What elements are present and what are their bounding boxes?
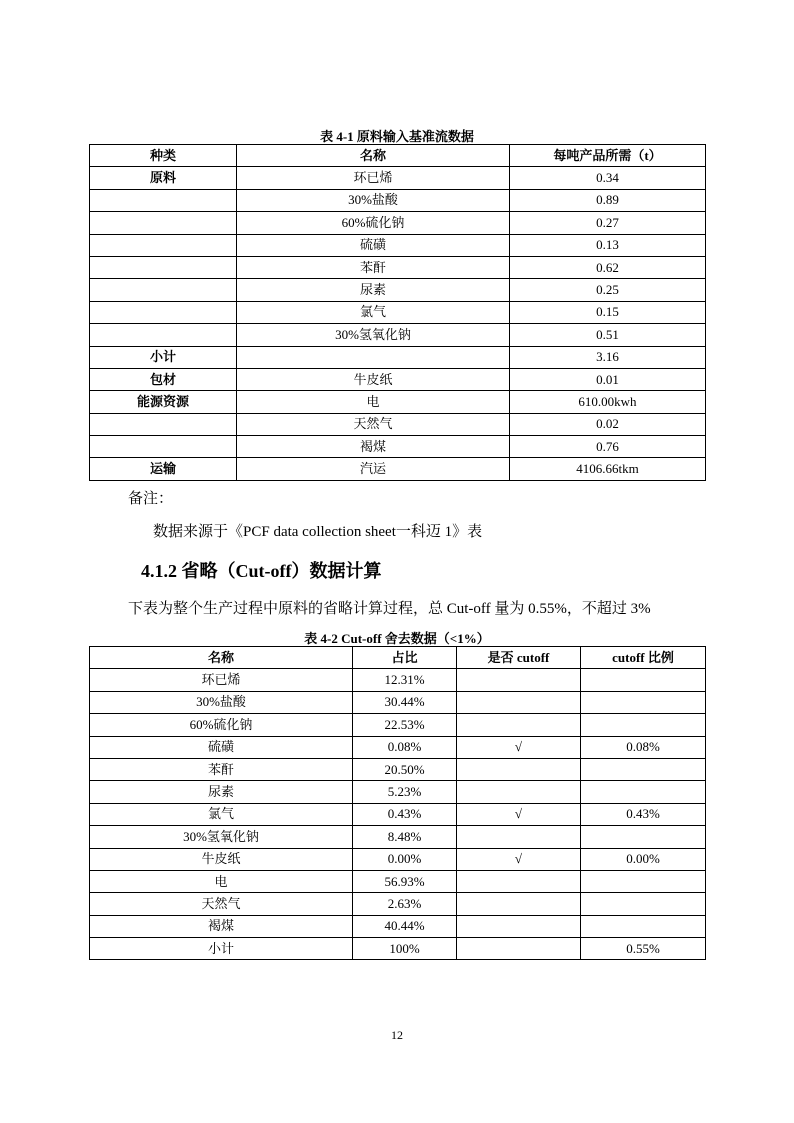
cell-name: 天然气 — [90, 893, 353, 915]
cell-cutoff-ratio — [581, 870, 706, 892]
cell-ratio: 22.53% — [353, 714, 457, 736]
table-row — [90, 458, 706, 480]
table-row — [90, 167, 706, 189]
table-row — [90, 301, 706, 323]
header-is-cutoff: 是否 cutoff — [457, 647, 581, 669]
raw-material-input-table — [89, 144, 706, 481]
table-row — [90, 436, 706, 458]
cell-name: 牛皮纸 — [237, 368, 510, 390]
table-row — [90, 938, 706, 960]
cell-cutoff-ratio: 0.08% — [581, 736, 706, 758]
cell-category: 小计 — [90, 346, 237, 368]
cell-name: 尿素 — [237, 279, 510, 301]
cell-ratio: 30.44% — [353, 691, 457, 713]
cell-amount: 0.01 — [510, 368, 706, 390]
header-cutoff-ratio: cutoff 比例 — [581, 647, 706, 669]
cell-amount: 0.34 — [510, 167, 706, 189]
table-row — [90, 826, 706, 848]
cell-is-cutoff: √ — [457, 848, 581, 870]
cell-name: 电 — [90, 870, 353, 892]
table-row — [90, 256, 706, 278]
cell-name: 牛皮纸 — [90, 848, 353, 870]
cell-cutoff-ratio — [581, 714, 706, 736]
table-row — [90, 212, 706, 234]
cell-category — [90, 234, 237, 256]
cell-name: 氯气 — [90, 803, 353, 825]
table-row — [90, 758, 706, 780]
cell-name: 尿素 — [90, 781, 353, 803]
table2-caption: 表 4-2 Cut-off 舍去数据（<1%） — [304, 631, 490, 646]
table-row — [90, 870, 706, 892]
cell-ratio: 2.63% — [353, 893, 457, 915]
cell-name: 褐煤 — [237, 436, 510, 458]
cell-category: 运输 — [90, 458, 237, 480]
cell-name: 30%盐酸 — [90, 691, 353, 713]
table-row — [90, 736, 706, 758]
cell-name: 环已烯 — [237, 167, 510, 189]
cell-name: 小计 — [90, 938, 353, 960]
cell-is-cutoff — [457, 915, 581, 937]
header-amount: 每吨产品所需（t） — [510, 145, 706, 167]
cell-is-cutoff — [457, 870, 581, 892]
table-row — [90, 346, 706, 368]
table-row — [90, 691, 706, 713]
cell-cutoff-ratio — [581, 758, 706, 780]
cell-amount: 3.16 — [510, 346, 706, 368]
cell-cutoff-ratio — [581, 893, 706, 915]
cell-amount: 0.25 — [510, 279, 706, 301]
cell-ratio: 0.00% — [353, 848, 457, 870]
cell-amount: 0.62 — [510, 256, 706, 278]
cell-amount: 4106.66tkm — [510, 458, 706, 480]
table-row — [90, 368, 706, 390]
cell-amount: 610.00kwh — [510, 391, 706, 413]
cell-name: 30%盐酸 — [237, 189, 510, 211]
section-heading: 4.1.2 省略（Cut-off）数据计算 — [141, 561, 382, 581]
cell-name: 电 — [237, 391, 510, 413]
header-name: 名称 — [237, 145, 510, 167]
cell-is-cutoff — [457, 714, 581, 736]
intro-text: 下表为整个生产过程中原料的省略计算过程，总 Cut-off 量为 0.55%，不超过 3% — [128, 601, 651, 617]
cell-ratio: 20.50% — [353, 758, 457, 780]
cell-name: 30%氢氧化钠 — [237, 324, 510, 346]
cell-amount: 0.76 — [510, 436, 706, 458]
cell-ratio: 0.43% — [353, 803, 457, 825]
note-text: 数据来源于《PCF data collection sheet一科迈 1》表 — [153, 524, 483, 540]
header-name: 名称 — [90, 647, 353, 669]
cell-category — [90, 413, 237, 435]
cell-ratio: 12.31% — [353, 669, 457, 691]
table-row — [90, 803, 706, 825]
table-header-row — [90, 145, 706, 167]
cell-amount: 0.15 — [510, 301, 706, 323]
cell-name: 60%硫化钠 — [237, 212, 510, 234]
page-number: 12 — [391, 1028, 403, 1042]
cell-category — [90, 256, 237, 278]
cell-ratio: 40.44% — [353, 915, 457, 937]
cell-cutoff-ratio — [581, 826, 706, 848]
cell-name: 天然气 — [237, 413, 510, 435]
header-category: 种类 — [90, 145, 237, 167]
cell-category: 原料 — [90, 167, 237, 189]
table-row — [90, 915, 706, 937]
cell-is-cutoff: √ — [457, 736, 581, 758]
cell-cutoff-ratio — [581, 781, 706, 803]
cell-name: 硫磺 — [90, 736, 353, 758]
table-row — [90, 234, 706, 256]
table-row — [90, 391, 706, 413]
cell-is-cutoff — [457, 781, 581, 803]
cell-ratio: 100% — [353, 938, 457, 960]
cell-category — [90, 212, 237, 234]
cell-category: 包材 — [90, 368, 237, 390]
cell-amount: 0.27 — [510, 212, 706, 234]
table-row — [90, 893, 706, 915]
table-row — [90, 781, 706, 803]
table-row — [90, 669, 706, 691]
cell-cutoff-ratio: 0.00% — [581, 848, 706, 870]
cutoff-table — [89, 646, 706, 960]
table-header-row — [90, 647, 706, 669]
cell-is-cutoff: √ — [457, 803, 581, 825]
cell-is-cutoff — [457, 669, 581, 691]
cell-is-cutoff — [457, 938, 581, 960]
cell-amount: 0.51 — [510, 324, 706, 346]
cell-amount: 0.13 — [510, 234, 706, 256]
cell-is-cutoff — [457, 758, 581, 780]
cell-is-cutoff — [457, 826, 581, 848]
cell-category: 能源资源 — [90, 391, 237, 413]
cell-name — [237, 346, 510, 368]
cell-name: 30%氢氧化钠 — [90, 826, 353, 848]
cell-name: 苯酐 — [237, 256, 510, 278]
cell-name: 汽运 — [237, 458, 510, 480]
cell-category — [90, 301, 237, 323]
cell-is-cutoff — [457, 893, 581, 915]
table-row — [90, 279, 706, 301]
cell-ratio: 0.08% — [353, 736, 457, 758]
cell-amount: 0.89 — [510, 189, 706, 211]
cell-cutoff-ratio — [581, 691, 706, 713]
cell-cutoff-ratio — [581, 669, 706, 691]
cell-name: 褐煤 — [90, 915, 353, 937]
cell-category — [90, 436, 237, 458]
cell-category — [90, 279, 237, 301]
cell-is-cutoff — [457, 691, 581, 713]
cell-name: 60%硫化钠 — [90, 714, 353, 736]
table-row — [90, 189, 706, 211]
table-row — [90, 324, 706, 346]
cell-amount: 0.02 — [510, 413, 706, 435]
table1-caption: 表 4-1 原料输入基准流数据 — [320, 129, 474, 144]
cell-cutoff-ratio — [581, 915, 706, 937]
cell-category — [90, 324, 237, 346]
table-row — [90, 413, 706, 435]
cell-cutoff-ratio: 0.43% — [581, 803, 706, 825]
header-ratio: 占比 — [353, 647, 457, 669]
cell-name: 苯酐 — [90, 758, 353, 780]
cell-category — [90, 189, 237, 211]
table-row — [90, 714, 706, 736]
cell-ratio: 56.93% — [353, 870, 457, 892]
note-label: 备注： — [128, 491, 174, 507]
cell-ratio: 8.48% — [353, 826, 457, 848]
table-row — [90, 848, 706, 870]
cell-cutoff-ratio: 0.55% — [581, 938, 706, 960]
cell-name: 氯气 — [237, 301, 510, 323]
cell-name: 硫磺 — [237, 234, 510, 256]
cell-ratio: 5.23% — [353, 781, 457, 803]
cell-name: 环已烯 — [90, 669, 353, 691]
